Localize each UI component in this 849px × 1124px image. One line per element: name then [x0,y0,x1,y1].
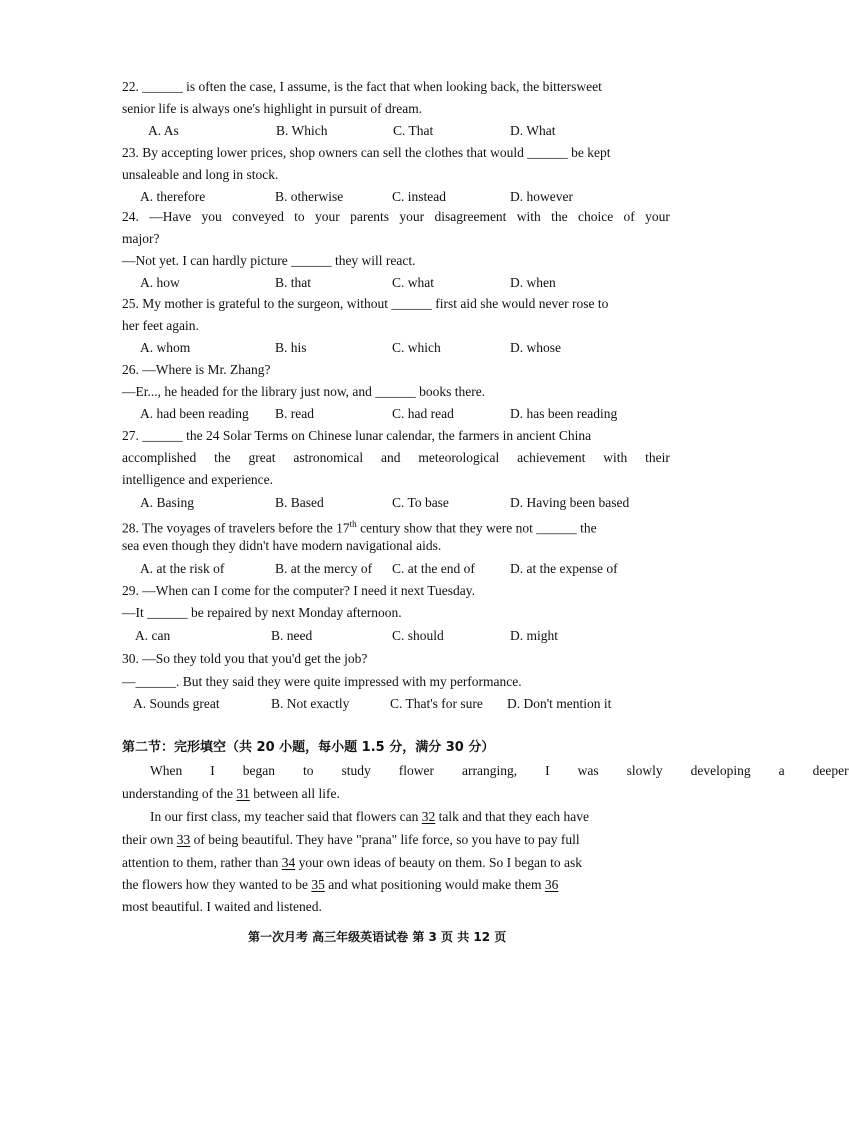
cloze-p1-line1: When I began to study flower arranging, I was slowly developing a deeper [150,763,849,778]
option-a: A. Sounds great [133,696,220,711]
option-d: D. Don't mention it [507,696,612,711]
page-footer: 第一次月考 高三年级英语试卷 第 3 页 共 12 页 [248,930,507,944]
q27-line2: accomplished the great astronomical and meteorological achievement with their [122,450,670,465]
option-d: D. might [510,628,559,643]
option-d: D. at the expense of [510,561,618,576]
q28-line1: 28. The voyages of travelers before the 17th century show that they were not ______ the [122,519,597,536]
cloze-p2-line4: the flowers how they wanted to be 35 and what positioning would make them 36 [122,877,559,892]
option-c: C. That [393,123,434,138]
option-b: B. need [271,628,313,643]
blank-33: 33 [176,832,191,847]
q27-line3: intelligence and experience. [122,472,274,487]
q24-line3: —Not yet. I can hardly picture ______ they will react. [122,253,416,268]
option-c: C. should [392,628,444,643]
q29-line2: —It ______ be repaired by next Monday afternoon. [122,605,402,620]
q29-line1: 29. —When can I come for the computer? I need it next Tuesday. [122,583,476,598]
option-b: B. that [275,275,311,290]
option-b: B. at the mercy of [275,561,373,576]
option-d: D. when [510,275,556,290]
q22-line1: 22. ______ is often the case, I assume, is the fact that when looking back, the bittersweet [122,79,602,94]
option-c: C. That's for sure [390,696,483,711]
option-a: A. at the risk of [140,561,225,576]
cloze-p2-line2: their own 33 of being beautiful. They have "prana" life force, so you have to pay full [122,832,580,847]
option-b: B. Based [275,495,324,510]
q23-line1: 23. By accepting lower prices, shop owners can sell the clothes that would ______ be kept [122,145,611,160]
option-a: A. As [148,123,179,138]
cloze-p2-line5: most beautiful. I waited and listened. [122,899,322,914]
option-b: B. his [275,340,307,355]
q30-line1: 30. —So they told you that you'd get the job? [122,651,368,666]
q26-line2: —Er..., he headed for the library just now, and ______ books there. [122,384,486,399]
q25-line2: her feet again. [122,318,199,333]
blank-34: 34 [281,855,296,870]
cloze-p2-line1: In our first class, my teacher said that flowers can 32 talk and that they each have [150,809,589,824]
option-d: D. has been reading [510,406,618,421]
blank-36: 36 [544,877,559,892]
q22-line2: senior life is always one's highlight in pursuit of dream. [122,101,423,116]
option-c: C. instead [392,189,446,204]
option-d: D. whose [510,340,561,355]
option-b: B. Not exactly [271,696,350,711]
option-a: A. can [135,628,171,643]
option-a: A. Basing [140,495,194,510]
option-a: A. whom [140,340,191,355]
q24-line1: 24. —Have you conveyed to your parents your disagreement with the choice of your [122,209,670,224]
blank-32: 32 [421,809,436,824]
option-c: C. To base [392,495,449,510]
q26-line1: 26. —Where is Mr. Zhang? [122,362,271,377]
q23-line2: unsaleable and long in stock. [122,167,279,182]
option-b: B. Which [276,123,328,138]
option-a: A. therefore [140,189,206,204]
cloze-p1-line2: understanding of the 31 between all life. [122,786,340,801]
option-d: D. Having been based [510,495,630,510]
option-a: A. how [140,275,180,290]
blank-31: 31 [236,786,250,801]
option-c: C. at the end of [392,561,475,576]
blank-35: 35 [311,877,325,892]
option-c: C. what [392,275,434,290]
cloze-p2-line3: attention to them, rather than 34 your own ideas of beauty on them. So I began to ask [122,855,583,870]
option-c: C. which [392,340,441,355]
q24-line2: major? [122,231,160,246]
option-a: A. had been reading [140,406,249,421]
option-b: B. otherwise [275,189,344,204]
option-d: D. What [510,123,556,138]
q30-line2: —______. But they said they were quite impressed with my performance. [122,674,522,689]
option-d: D. however [510,189,573,204]
section-2-heading: 第二节：完形填空（共 20 小题，每小题 1.5 分，满分 30 分） [122,740,495,755]
q28-line2: sea even though they didn't have modern navigational aids. [122,538,442,553]
q25-line1: 25. My mother is grateful to the surgeon, without ______ first aid she would never rose to [122,296,609,311]
option-b: B. read [275,406,314,421]
option-c: C. had read [392,406,454,421]
q27-line1: 27. ______ the 24 Solar Terms on Chinese lunar calendar, the farmers in ancient China [122,428,592,443]
